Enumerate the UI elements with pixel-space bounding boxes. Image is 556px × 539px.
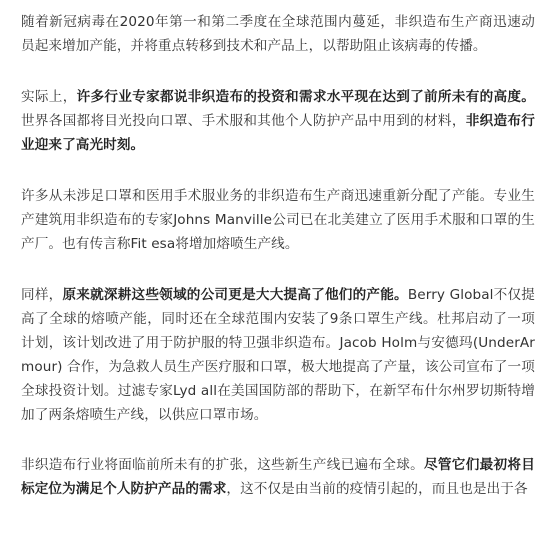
bold-text-segment: 非织造布行业迎来了高光时刻。 (21, 113, 536, 153)
bold-text-segment: 原来就深耕这些领域的公司更是大大提高了他们的产能。 (62, 287, 408, 303)
text-segment: 许多从未涉足口罩和医用手术服业务的非织造布生产商迅速重新分配了产能。专业生产建筑用非织造布的专家Johns Manville公司已在北美建立了医用手术服和口罩的生产厂。也有传言称Fit esa将增加熔喷生产线。 (21, 188, 535, 252)
paragraph-3 (0, 184, 556, 256)
text-segment: 同样， (21, 287, 63, 303)
paragraph-2 (0, 85, 556, 157)
paragraph-5 (0, 453, 556, 501)
paragraph-1 (0, 0, 556, 58)
text-segment: 非织造布行业将面临前所未有的扩张，这些新生产线已遍布全球。 (21, 457, 425, 473)
bold-text-segment: 尽管它们最初将目标定位为满足个人防护产品的需求 (21, 457, 535, 497)
text-segment: Berry Global不仅提高了全球的熔喷产能，同时还在全球范围内安装了9条口罩生产线。杜邦启动了一项计划，该计划改进了用于防护服的特卫强非织造布。Jacob Holm与安德玛(UnderArmour) 合作，为急救人员生产医疗服和口罩，极大地提高了产量，该公司宣布了一项全球投资计划。过滤专家Lyd all在美国国防部的帮助下，在新罕布什尔州罗切斯特增加了两条熔喷生产线，以供应口罩市场。 (21, 287, 535, 423)
bold-text-segment: 许多行业专家都说非织造布的投资和需求水平现在达到了前所未有的高度。 (76, 89, 535, 105)
text-segment: 实际上， (21, 89, 77, 105)
paragraph-4 (0, 283, 556, 427)
text-segment: ，这不仅是由当前的疫情引起的，而且也是出于各 (226, 481, 528, 497)
text-segment: 世界各国都将目光投向口罩、手术服和其他个人防护产品中用到的材料， (21, 113, 466, 129)
text-segment: 随着新冠病毒在2020年第一和第二季度在全球范围内蔓延，非织造布生产商迅速动员起来增加产能，并将重点转移到技术和产品上，以帮助阻止该病毒的传播。 (21, 14, 535, 54)
